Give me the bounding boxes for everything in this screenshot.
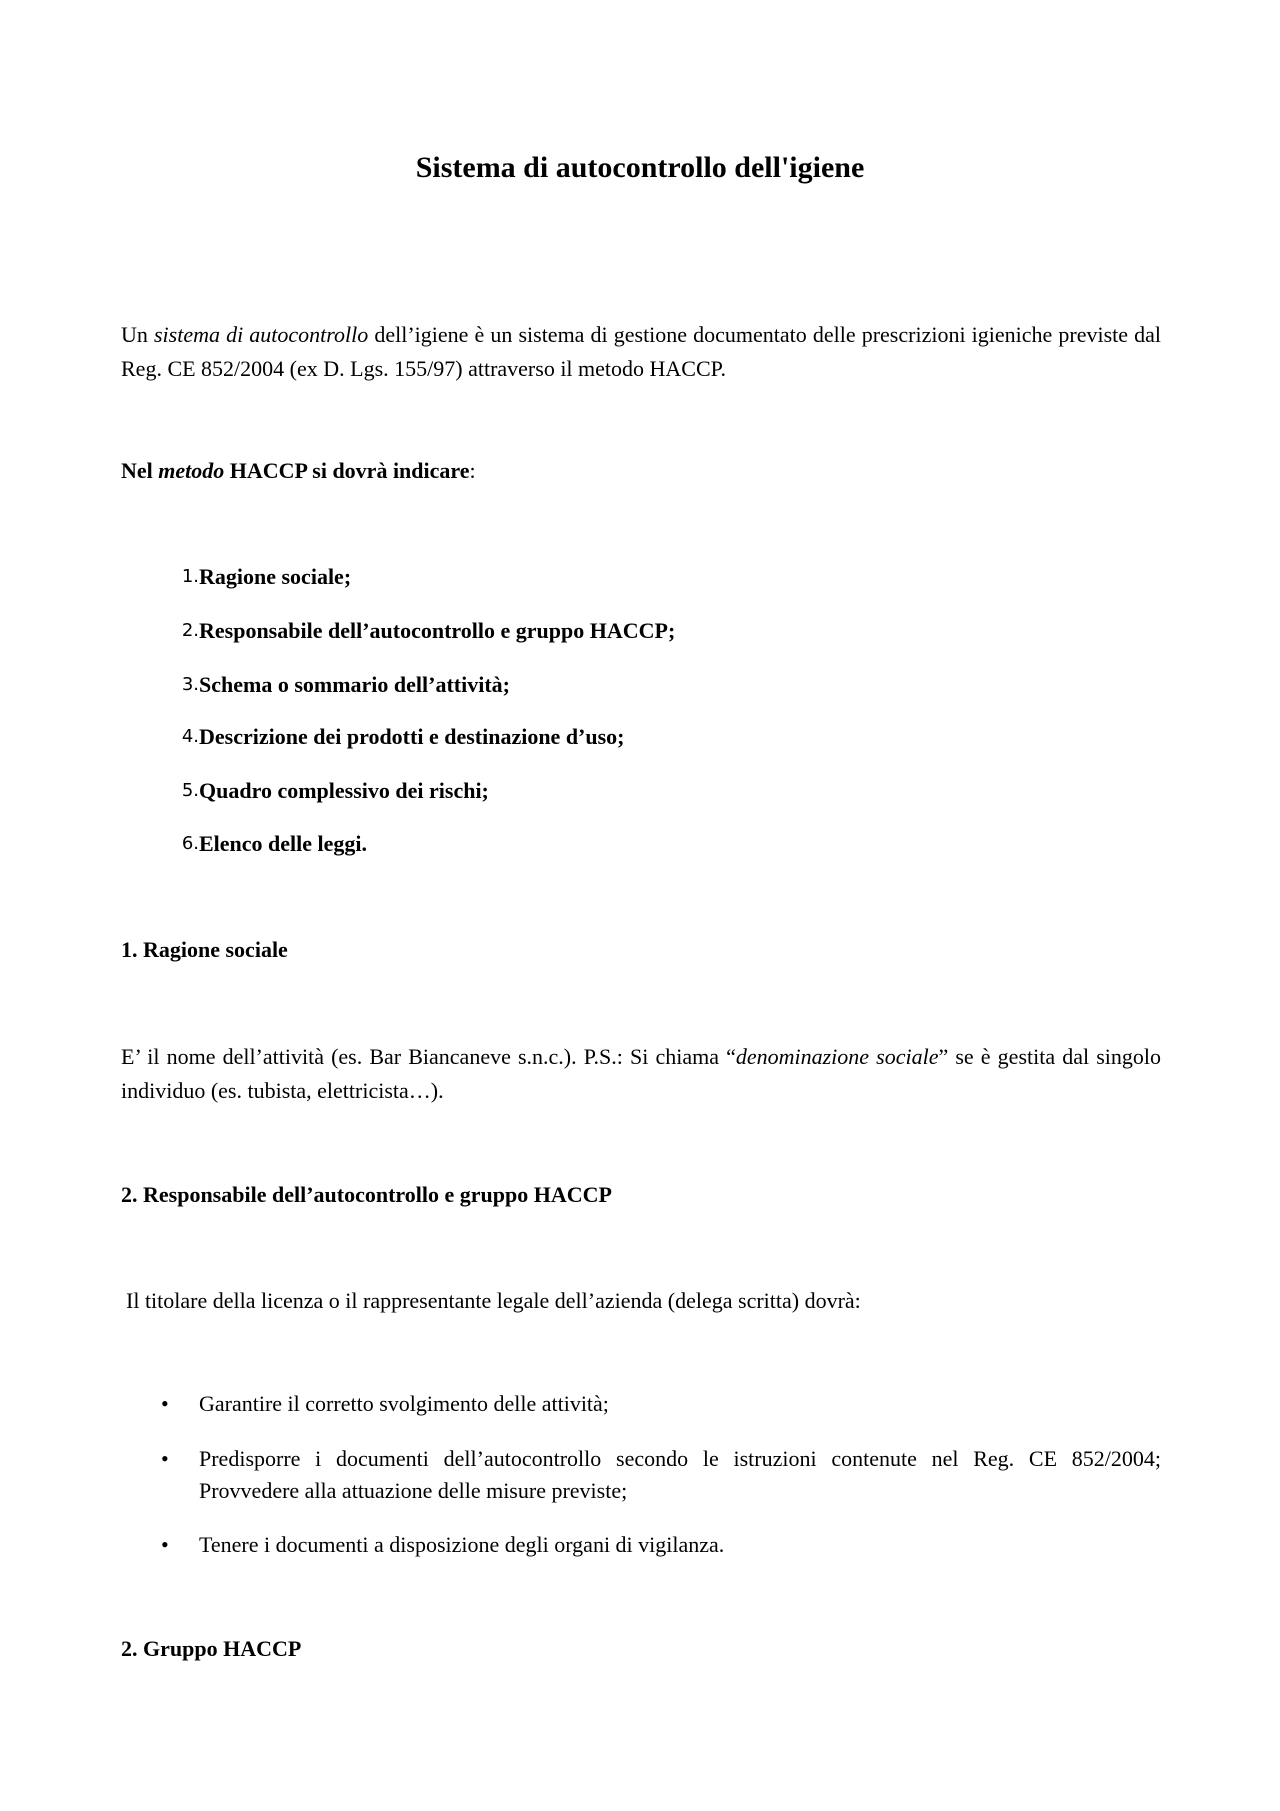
section1-paragraph	[121, 1040, 1161, 1108]
list-text: Elenco delle leggi.	[199, 831, 368, 856]
list-number: 3.	[181, 674, 199, 695]
bullet-symbol: •	[161, 1532, 169, 1557]
list-item	[121, 670, 1161, 700]
bullet-item	[121, 1529, 1161, 1561]
method-heading-colon: :	[469, 458, 476, 483]
method-heading	[121, 456, 476, 486]
list-item	[121, 776, 1161, 806]
list-number: 4.	[181, 726, 199, 747]
intro-prefix: Un	[121, 322, 154, 347]
method-heading-italic: metodo	[158, 458, 225, 483]
bullet-text: Tenere i documenti a disposizione degli organi di vigilanza.	[199, 1532, 725, 1557]
method-heading-part2: HACCP si dovrà indicare	[224, 458, 470, 483]
section2-heading: 2. Responsabile dell’autocontrollo e gruppo HACCP	[121, 1182, 612, 1207]
bullet-text: Garantire il corretto svolgimento delle attività;	[199, 1391, 609, 1416]
method-heading-part1: Nel	[121, 458, 159, 483]
bullet-symbol: •	[161, 1446, 169, 1471]
list-item	[121, 829, 1161, 859]
intro-paragraph	[121, 318, 1161, 386]
section1-text-prefix: E’ il nome dell’attività (es. Bar Biancaneve s.n.c.). P.S.: Si chiama “	[121, 1044, 736, 1069]
intro-italic: sistema di autocontrollo	[153, 322, 369, 347]
list-item	[121, 616, 1161, 646]
bullet-text: Predisporre i documenti dell’autocontrollo secondo le istruzioni contenute nel Reg. CE 852/2004; Provvedere alla attuazione delle misure previste;	[199, 1446, 1161, 1503]
section2-intro: Il titolare della licenza o il rappresentante legale dell’azienda (delega scritta) dovrà:	[126, 1288, 861, 1313]
list-number: 5.	[181, 780, 199, 801]
section3-heading: 2. Gruppo HACCP	[121, 1636, 302, 1661]
page-title: Sistema di autocontrollo dell'igiene	[415, 151, 865, 184]
list-text: Schema o sommario dell’attività;	[199, 672, 510, 697]
list-item	[121, 562, 1161, 592]
section1-text-italic: denominazione sociale	[735, 1044, 939, 1069]
intro-suffix: dell’igiene è un sistema di gestione documentato delle prescrizioni igieniche previste dal Reg. CE 852/2004 (ex D. Lgs. 155/97) attraverso il metodo HACCP.	[121, 322, 1161, 381]
list-text: Ragione sociale;	[199, 564, 352, 589]
list-text: Responsabile dell’autocontrollo e gruppo HACCP;	[199, 618, 676, 643]
bullet-item	[121, 1443, 1161, 1507]
bullet-symbol: •	[161, 1391, 169, 1416]
section1-text-suffix: ” se è gestita dal singolo individuo (es. tubista, elettricista…).	[121, 1044, 1161, 1103]
list-text: Descrizione dei prodotti e destinazione d’uso;	[199, 724, 625, 749]
list-number: 1.	[181, 566, 199, 587]
list-number: 2.	[181, 620, 199, 641]
bullet-item	[121, 1388, 1161, 1420]
list-number: 6.	[181, 833, 199, 854]
list-item	[121, 722, 1161, 752]
list-text: Quadro complessivo dei rischi;	[199, 778, 489, 803]
section1-heading: 1. Ragione sociale	[121, 937, 288, 962]
